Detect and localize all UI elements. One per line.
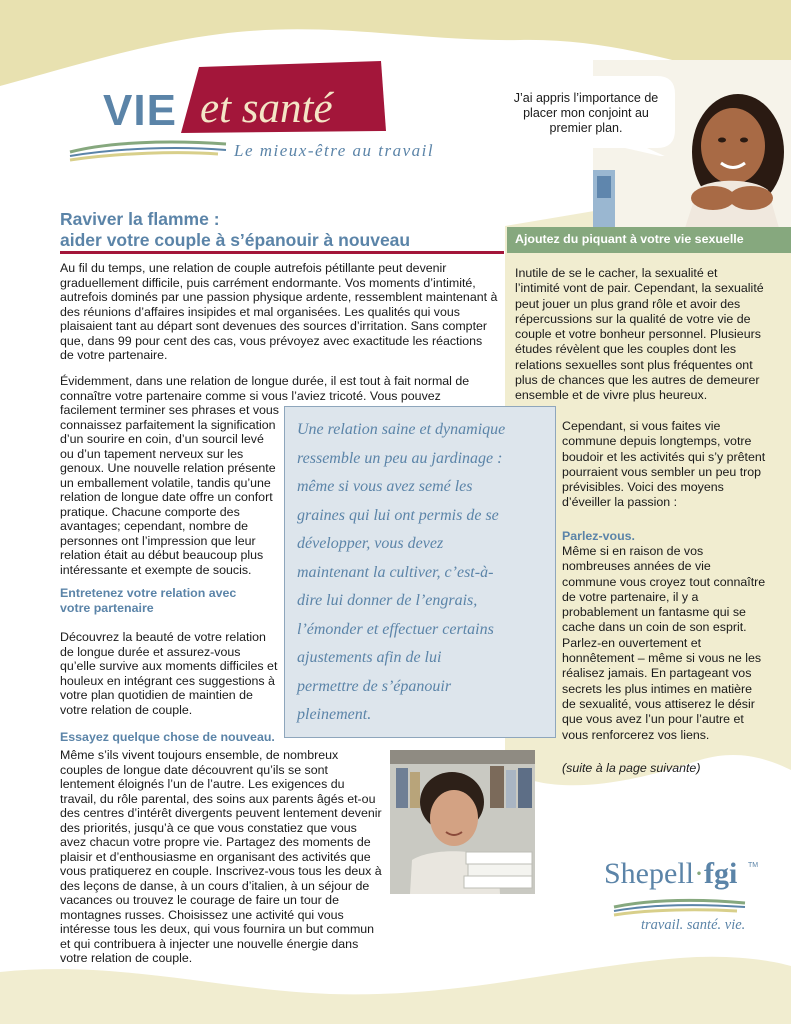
- text-line: prévisibles. Voici des moyens: [562, 480, 724, 495]
- text-line: houleux en intégrant ces suggestions à: [60, 673, 275, 688]
- text-line: couples de longue date découvrent qu’ils se sont: [60, 762, 328, 777]
- article-paragraph-1: [60, 261, 500, 363]
- text-line: commune depuis longtemps, votre: [562, 434, 752, 449]
- text-line: secrets les plus intimes en matière: [562, 681, 753, 696]
- text-line: ensemble et de vivre plus heureux.: [515, 388, 708, 403]
- text-line: relation était au début beaucoup plus: [60, 548, 264, 562]
- article-subhead-2: Essayez quelque chose de nouveau.: [60, 730, 275, 744]
- text-line: Cependant, si vous faites vie: [562, 419, 721, 433]
- pull-quote-text: [297, 416, 552, 730]
- logo-word-shepell: Shepell: [604, 857, 694, 890]
- article-subhead-1: [60, 586, 280, 615]
- logo-swoosh-icon: [68, 136, 228, 162]
- quote-line: développer, vous devez: [297, 535, 444, 552]
- quote-line: l’émonder et effectuer certains: [297, 620, 494, 638]
- sidebar-paragraph-2: [562, 419, 787, 511]
- text-line: Inutile de se le cacher, la sexualité et: [515, 266, 718, 280]
- text-line: un emballement volatile, tandis qu’une: [60, 475, 271, 490]
- logo-word-fgi: fgi: [704, 857, 738, 890]
- quote-line: maintenant la cultiver, c’est-à-: [297, 563, 494, 581]
- masthead-tagline: Le mieux-être au travail: [234, 141, 435, 160]
- text-line: nombreuses années de vie: [562, 559, 711, 574]
- article-title: [60, 209, 500, 251]
- quote-line: graines qui lui ont permis de se: [297, 506, 499, 524]
- speech-bubble-text: J’ai appris l’importance de placer mon conjoint au premier plan.: [513, 91, 659, 135]
- text-line: d’un sourire en coin, d’un sourcil levé: [60, 432, 264, 446]
- text-line: des réunions d’affaires insipides et mal organisées. Les qualités qui vous: [60, 304, 460, 319]
- text-line: l’intimité vont de pair. Cependant, la sexualité: [515, 281, 764, 296]
- text-line: commune vous croyez tout connaître: [562, 574, 766, 589]
- article-paragraph-4: [60, 748, 385, 966]
- text-line: travail, du rôle parental, des soins aux parents âgés et-ou: [60, 791, 376, 806]
- text-line: plaisir et d’enthousiasme en organisant des activités que: [60, 849, 371, 864]
- sidebar-paragraph-1: [515, 266, 787, 404]
- text-line: de longue durée et assurez-vous: [60, 644, 241, 659]
- text-line: genoux. Une nouvelle relation présente: [60, 461, 276, 475]
- text-line: relation de longue date offre un confort: [60, 490, 273, 504]
- text-line: d’éveiller la passion :: [562, 495, 678, 510]
- text-line: et qui contribuera à injecter une nouvelle énergie dans: [60, 936, 359, 951]
- text-line: vous pratiquerez en couple. Inscrivez-vous tous les deux à: [60, 864, 382, 878]
- text-line: graduellement difficile, puis carrément endormante. Vos moments d’intimité,: [60, 275, 476, 290]
- text-line: qu’elle survive aux moments difficiles et: [60, 659, 278, 673]
- text-line: relations sexuelles sont plus fréquentes ont: [515, 357, 753, 372]
- text-line: études révèlent que les couples dont les: [515, 342, 737, 357]
- text-line: intéresse tous les deux, qui vous fournira un but commun: [60, 922, 375, 936]
- text-line: de sexualité, vous attiserez le désir: [562, 696, 755, 711]
- text-line: Découvrez la beauté de votre relation: [60, 630, 266, 644]
- text-line: des priorités, jusqu’à ce que vous constatiez que vous: [60, 820, 357, 835]
- text-line: peut jouer un plus grand rôle et avoir des: [515, 296, 741, 311]
- logo-vie: VIE: [103, 86, 177, 135]
- quote-line: ajustements afin de lui: [297, 649, 442, 666]
- text-line: votre plan quotidien de maintien de: [60, 688, 253, 702]
- text-line: Au fil du temps, une relation de couple autrefois pétillante peut devenir: [60, 261, 447, 275]
- text-line: avantages; cependant, nombre de: [60, 519, 249, 533]
- text-line: répercussions sur la qualité de votre vie de: [515, 311, 751, 326]
- text-line: vacances ou trouvez le courage de faire un tour de: [60, 893, 339, 907]
- text-line: plus de chances que les autres de demeurer: [515, 373, 760, 388]
- footer-tagline: travail. santé. vie.: [641, 917, 746, 933]
- text-line: vous renforcerez vos liens.: [562, 727, 710, 742]
- text-line: Évidemment, dans une relation de longue durée, il est tout à fait normal de: [60, 374, 470, 388]
- text-line: Même si en raison de vos: [562, 544, 704, 558]
- bottom-cream-wave: [0, 957, 791, 1024]
- text-line: honnêtement – même si vous ne les: [562, 651, 762, 666]
- quote-line: pleinement.: [297, 706, 372, 723]
- text-line: couple et votre bonheur personnel. Plusieurs: [515, 327, 761, 342]
- text-line: cache dans un coin de son esprit.: [562, 620, 747, 635]
- title-divider: [60, 251, 504, 254]
- footer-swoosh-icon: [612, 897, 747, 917]
- sidebar-subhead: Parlez-vous.: [562, 529, 635, 543]
- quote-line: Une relation saine et dynamique: [297, 421, 506, 438]
- text-line: facilement terminer ses phrases et vous: [60, 403, 279, 417]
- text-line: pratique. Chacune comporte des: [60, 504, 240, 519]
- text-line: plaisaient tant au départ sont devenues des sources d’irritation. Sans compter: [60, 319, 488, 333]
- text-line: pourraient vous sembler un peu trop: [562, 464, 762, 479]
- text-line: ou d’un tapement nerveux sur les: [60, 446, 244, 461]
- logo-et-sante: et santé: [200, 85, 333, 132]
- text-line: connaissez parfaitement la signification: [60, 417, 276, 432]
- sidebar-paragraph-3: [562, 544, 787, 743]
- text-line: votre relation de couple.: [60, 702, 193, 717]
- text-line: boudoir et les activités qui s’y prêtent: [562, 449, 766, 464]
- text-line: avez chacun votre propre vie. Partagez des moments de: [60, 835, 371, 849]
- shepell-fgi-logo: [604, 857, 737, 891]
- quote-line: dire lui donner de l’engrais,: [297, 592, 478, 609]
- text-line: de votre partenaire, il y a: [562, 589, 699, 604]
- continued-note: (suite à la page suivante): [562, 761, 701, 775]
- text-line: intéressante et exempte de soucis.: [60, 562, 252, 577]
- text-line: personnes ont l’impression que leur: [60, 533, 256, 548]
- subhead-line: Entretenez votre relation avec: [60, 586, 237, 600]
- text-line: que, dans 99 pour cent des cas, vous prévoyez avec exactitude les réactions: [60, 333, 483, 348]
- subhead-line: votre partenaire: [60, 600, 154, 615]
- text-line: que vous avez l’un pour l’autre et: [562, 712, 744, 727]
- quote-line: permettre de s’épanouir: [297, 677, 452, 695]
- quote-line: même si vous avez semé les: [297, 478, 473, 495]
- text-line: des leçons de danse, à un cours d’italien, à un séjour de: [60, 878, 370, 893]
- text-line: probablement un fantasme qui se: [562, 605, 746, 620]
- quote-line: ressemble un peu au jardinage :: [297, 449, 503, 467]
- article-title-line: aider votre couple à s’épanouir à nouveau: [60, 230, 411, 250]
- text-line: connaître votre partenaire comme si vous l’aviez tricoté. Vous pouvez: [60, 388, 441, 403]
- text-line: votre relation de couple.: [60, 951, 193, 965]
- article-paragraph-3: [60, 630, 282, 717]
- text-line: réalisez jamais. En partageant vos: [562, 666, 752, 681]
- text-line: Parlez-en ouvertement et: [562, 635, 702, 650]
- text-line: autrefois dominés par une passion physique ardente, ressemblent maintenant à: [60, 290, 498, 304]
- text-line: de votre partenaire.: [60, 348, 168, 362]
- man-photo: [390, 750, 535, 894]
- trademark-mark: TM: [748, 862, 759, 869]
- article-title-line: Raviver la flamme :: [60, 209, 220, 229]
- text-line: lentement éloignés l’un de l’autre. Les exigences du: [60, 777, 345, 791]
- sidebar-header-title: Ajoutez du piquant à votre vie sexuelle: [515, 232, 744, 246]
- logo-dot: ·: [694, 857, 704, 890]
- text-line: Même s’ils vivent toujours ensemble, de nombreux: [60, 748, 339, 762]
- text-line: montagnes russes. Choisissez une activité qui vous: [60, 907, 344, 922]
- text-line: des centres d’intérêt divergents peuvent lentement devenir: [60, 806, 382, 820]
